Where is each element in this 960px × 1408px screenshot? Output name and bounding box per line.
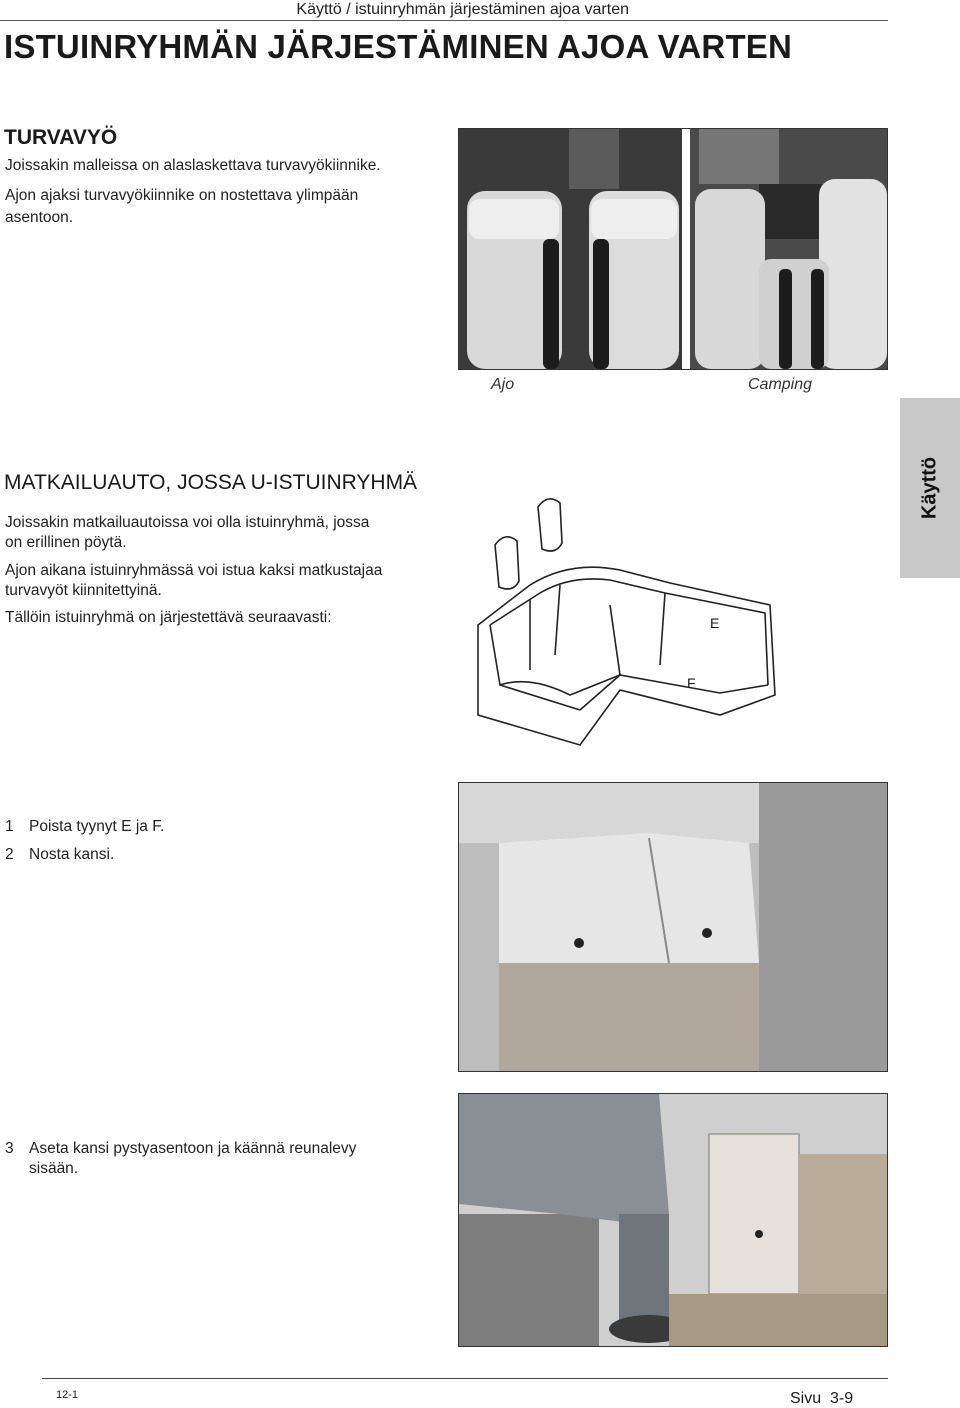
u-seat-p1-line-1: Joissakin matkailuautoissa voi olla istuinryhmä, jossa xyxy=(5,514,370,531)
photo-caption-ajo: Ajo xyxy=(491,376,515,393)
u-seat-diagram xyxy=(470,485,785,750)
seat-lid-photo-illustration xyxy=(459,1094,887,1346)
step-3-continued: sisään. xyxy=(29,1160,79,1177)
section-title-seatbelt: TURVAVYÖ xyxy=(4,126,118,149)
step-3-number: 3 xyxy=(5,1140,14,1157)
footer-rule xyxy=(42,1378,888,1379)
headrest-2 xyxy=(495,537,519,589)
u-seat-p1-line-2: on erillinen pöytä. xyxy=(5,534,127,551)
step-2 xyxy=(5,846,114,864)
photo-caption-camping: Camping xyxy=(748,376,813,393)
seatbelt-line-3: asentoon. xyxy=(5,209,74,226)
section-title-u-seat: MATKAILUAUTO, JOSSA U-ISTUINRYHMÄ xyxy=(4,471,418,494)
u-seat-p3-line-1: Tällöin istuinryhmä on järjestettävä seuraavasti: xyxy=(5,609,332,626)
footer-code: 12-1 xyxy=(56,1389,79,1401)
header-rule xyxy=(0,20,888,21)
step-1-text: Poista tyynyt E ja F. xyxy=(29,818,165,835)
step-1 xyxy=(5,818,164,836)
chapter-tab-label: Käyttö xyxy=(918,456,941,520)
headrest-1 xyxy=(538,499,562,551)
running-header: Käyttö / istuinryhmän järjestäminen ajoa varten xyxy=(296,1,629,18)
u-seat-p2-line-2: turvavyöt kiinnitettyinä. xyxy=(5,582,162,599)
u-seat-diagram-drawing xyxy=(470,485,785,750)
seatbelt-line-1: Joissakin malleissa on alaslaskettava turvavyökiinnike. xyxy=(5,157,381,174)
u-seat-p2-line-1: Ajon aikana istuinryhmässä voi istua kaksi matkustajaa xyxy=(5,562,383,579)
diagram-label-e: E xyxy=(710,615,720,631)
diagram-label-f: F xyxy=(687,675,696,691)
step-3-text: Aseta kansi pystyasentoon ja käännä reunalevy xyxy=(29,1140,357,1157)
step-1-number: 1 xyxy=(5,818,14,835)
seat-lid-photo xyxy=(458,1093,888,1347)
step-2-text: Nosta kansi. xyxy=(29,846,115,863)
seatbelt-photo xyxy=(458,128,888,370)
step-3 xyxy=(5,1140,356,1158)
seatbelt-line-2: Ajon ajaksi turvavyökiinnike on nostettava ylimpään xyxy=(5,187,359,204)
page-number: Sivu 3-9 xyxy=(790,1390,854,1407)
step-2-number: 2 xyxy=(5,846,14,863)
page-title: ISTUINRYHMÄN JÄRJESTÄMINEN AJOA VARTEN xyxy=(4,28,793,65)
chapter-tab xyxy=(900,398,960,578)
seat-box-photo xyxy=(458,782,888,1072)
seat-box-photo-illustration xyxy=(459,783,887,1071)
seatbelt-photo-illustration xyxy=(459,129,887,369)
